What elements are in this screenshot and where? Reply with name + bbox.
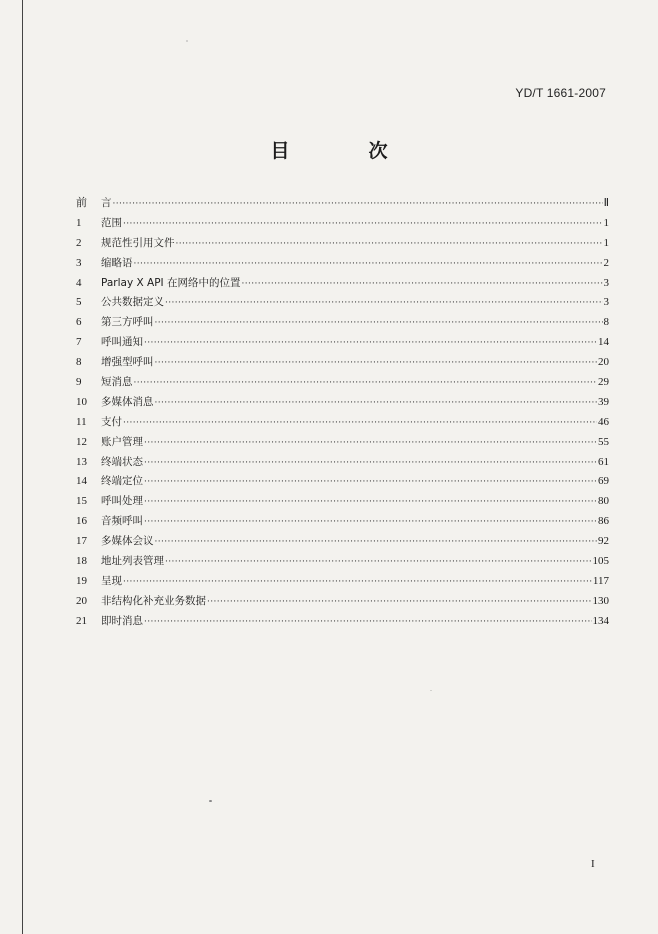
- toc-entry-page: 20: [598, 356, 609, 369]
- toc-entry-number: 前: [76, 197, 87, 209]
- toc-entry-number: 13: [76, 455, 87, 468]
- toc-dot-leader: [144, 493, 597, 513]
- toc-dot-leader: [207, 593, 592, 613]
- toc-entry-title: 终端定位: [101, 475, 143, 488]
- toc-entry: [76, 413, 609, 433]
- toc-dot-leader: [165, 553, 592, 573]
- toc-entry: [76, 393, 609, 413]
- toc-entry-title: 音频呼叫: [101, 515, 143, 528]
- toc-entry: [76, 612, 609, 632]
- toc-dot-leader: [144, 473, 597, 493]
- toc-entry-page: 55: [598, 435, 609, 448]
- toc-entry-number: 8: [76, 356, 82, 369]
- toc-entry: [76, 333, 609, 353]
- toc-entry: [76, 373, 609, 393]
- toc-entry-page: 3: [603, 276, 609, 289]
- toc-entry-title: 非结构化补充业务数据: [101, 594, 206, 607]
- toc-dot-leader: [155, 394, 598, 414]
- toc-entry: [76, 274, 609, 294]
- toc-entry-number: 3: [76, 256, 82, 269]
- toc-dot-leader: [144, 613, 592, 633]
- toc-dot-leader: [123, 573, 592, 593]
- toc-entry: [76, 472, 609, 492]
- toc-entry-number: 2: [76, 236, 82, 249]
- toc-entry-title: 即时消息: [101, 614, 143, 627]
- toc-entry-page: 39: [598, 395, 609, 408]
- toc-entry: [76, 592, 609, 612]
- toc-dot-leader: [144, 434, 597, 454]
- toc-dot-leader: [155, 533, 598, 553]
- page-title: 目 次: [270, 140, 418, 162]
- toc-entry-title: 支付: [101, 415, 122, 428]
- toc-entry: [76, 512, 609, 532]
- toc-entry-number: 12: [76, 435, 87, 448]
- toc-entry-page: 134: [592, 614, 609, 627]
- toc-entry: [76, 353, 609, 373]
- toc-entry: [76, 194, 609, 214]
- toc-entry-title: 公共数据定义: [101, 296, 164, 309]
- toc-entry: [76, 492, 609, 512]
- standard-code: YD/T 1661-2007: [515, 86, 606, 100]
- toc-entry: [76, 254, 609, 274]
- scan-speck: [430, 690, 432, 691]
- toc-dot-leader: [155, 354, 598, 374]
- toc-entry: [76, 293, 609, 313]
- toc-entry-number: 6: [76, 316, 82, 329]
- toc-dot-leader: [134, 374, 598, 394]
- scan-speck: [186, 40, 188, 42]
- toc-entry-page: 1: [603, 236, 609, 249]
- toc-dot-leader: [123, 215, 603, 235]
- toc-entry-number: 19: [76, 574, 87, 587]
- toc-entry: [76, 572, 609, 592]
- toc-entry-number: 11: [76, 415, 87, 428]
- toc-entry-title: 缩略语: [101, 256, 133, 269]
- toc-entry-page: 14: [598, 336, 609, 349]
- toc-entry-title: 终端状态: [101, 455, 143, 468]
- toc-dot-leader: [165, 294, 603, 314]
- toc-entry-page: Ⅱ: [603, 197, 609, 209]
- toc-entry-page: 46: [598, 415, 609, 428]
- toc-dot-leader: [242, 275, 603, 295]
- toc-entry-number: 16: [76, 515, 87, 528]
- toc-entry-number: 9: [76, 376, 82, 389]
- toc-dot-leader: [144, 334, 597, 354]
- scan-speck: [209, 800, 212, 802]
- page-number: I: [591, 858, 595, 870]
- toc-entry-page: 117: [592, 574, 609, 587]
- toc-entry: [76, 234, 609, 254]
- toc-dot-leader: [113, 195, 603, 215]
- toc-entry-number: 17: [76, 535, 87, 548]
- toc-entry-title: 短消息: [101, 376, 133, 389]
- toc-entry-number: 15: [76, 495, 87, 508]
- toc-dot-leader: [144, 454, 597, 474]
- toc-entry-title: 呼叫处理: [101, 495, 143, 508]
- toc-entry-page: 69: [598, 475, 609, 488]
- toc-entry-page: 1: [603, 216, 609, 229]
- toc-entry-title: 规范性引用文件: [101, 236, 175, 249]
- toc-entry-number: 20: [76, 594, 87, 607]
- table-of-contents: [76, 194, 609, 632]
- toc-entry-number: 4: [76, 276, 82, 289]
- toc-entry-page: 130: [592, 594, 609, 607]
- toc-entry-title: 多媒体消息: [101, 395, 154, 408]
- toc-entry-page: 61: [598, 455, 609, 468]
- toc-entry: [76, 433, 609, 453]
- toc-entry-page: 8: [603, 316, 609, 329]
- toc-entry-title: 范围: [101, 216, 122, 229]
- toc-entry: [76, 214, 609, 234]
- toc-entry-number: 10: [76, 395, 87, 408]
- toc-dot-leader: [123, 414, 597, 434]
- toc-entry-page: 3: [603, 296, 609, 309]
- toc-entry-title: 增强型呼叫: [101, 356, 154, 369]
- toc-entry-title: 账户管理: [101, 435, 143, 448]
- toc-entry: [76, 313, 609, 333]
- toc-entry-title: 呼叫通知: [101, 336, 143, 349]
- toc-entry-title: Parlay X API 在网络中的位置: [101, 276, 241, 289]
- toc-entry-title: 多媒体会议: [101, 535, 154, 548]
- toc-entry-title: 呈现: [101, 574, 122, 587]
- toc-entry-page: 2: [603, 256, 609, 269]
- toc-entry-title: 第三方呼叫: [101, 316, 154, 329]
- toc-entry-number: 14: [76, 475, 87, 488]
- toc-dot-leader: [134, 255, 603, 275]
- toc-entry: [76, 532, 609, 552]
- toc-entry-title: 地址列表管理: [101, 555, 164, 568]
- toc-entry-page: 80: [598, 495, 609, 508]
- toc-entry-number: 7: [76, 336, 82, 349]
- toc-entry-page: 92: [598, 535, 609, 548]
- toc-entry-number: 21: [76, 614, 87, 627]
- toc-entry-title: 言: [101, 197, 112, 209]
- toc-dot-leader: [155, 314, 603, 334]
- toc-dot-leader: [176, 235, 603, 255]
- toc-entry: [76, 453, 609, 473]
- toc-entry-page: 105: [592, 555, 609, 568]
- toc-entry-number: 5: [76, 296, 82, 309]
- toc-entry-number: 1: [76, 216, 82, 229]
- toc-dot-leader: [144, 513, 597, 533]
- toc-entry-page: 86: [598, 515, 609, 528]
- toc-entry: [76, 552, 609, 572]
- toc-entry-number: 18: [76, 555, 87, 568]
- toc-entry-page: 29: [598, 376, 609, 389]
